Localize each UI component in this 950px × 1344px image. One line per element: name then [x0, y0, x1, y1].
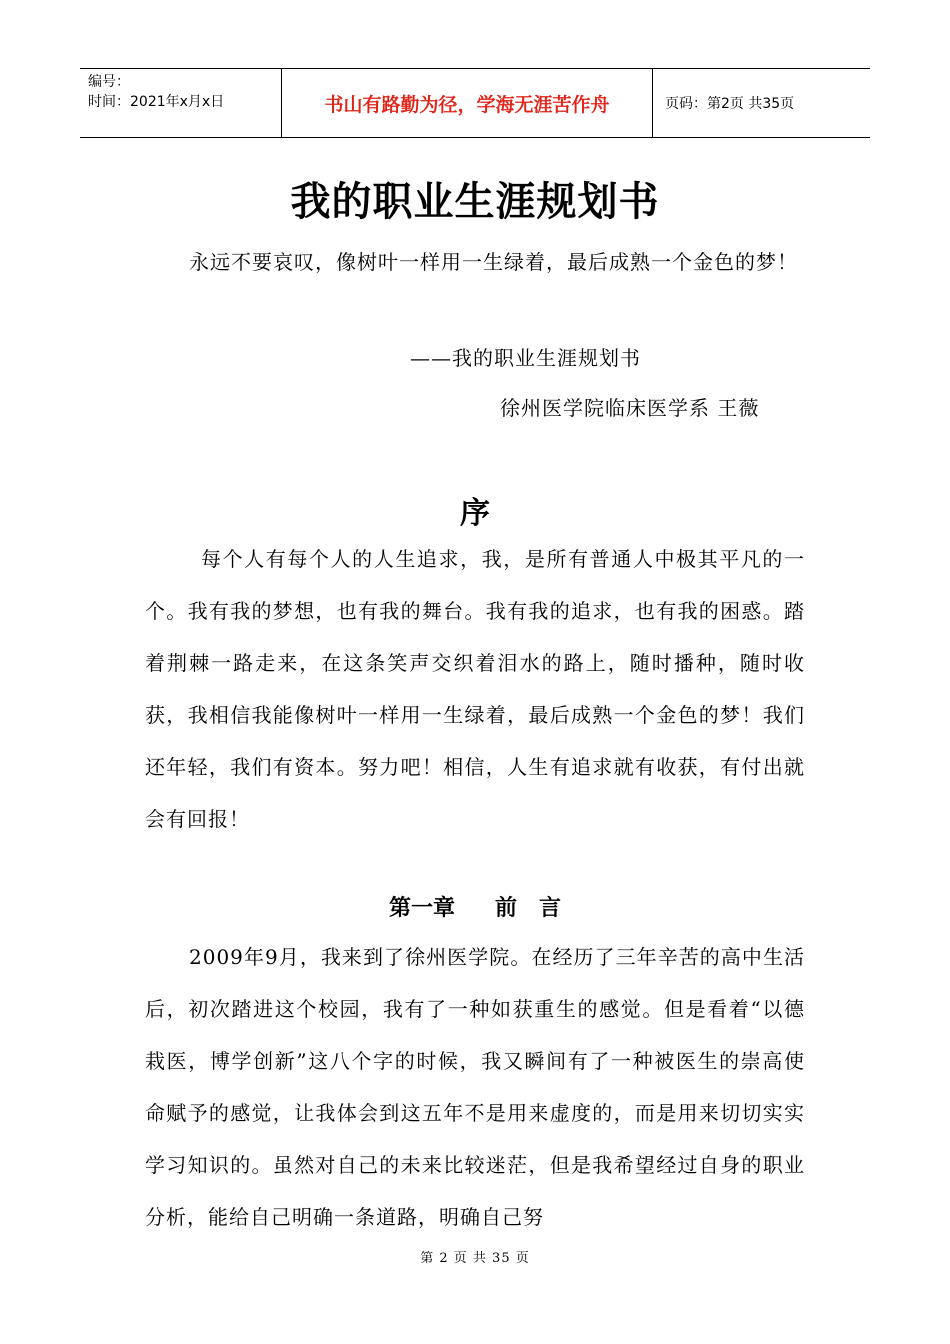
preface-body: 每个人有每个人的人生追求，我，是所有普通人中极其平凡的一个。我有我的梦想，也有我的舞台。我有我的追求，也有我的困惑。踏着荆棘一路走来，在这条笑声交织着泪水的路上，随时播种，随时收获，我相信我能像树叶一样用一生绿着，最后成熟一个金色的梦！我们还年轻，我们有资本。努力吧！相信，人生有追求就有收获，有付出就会有回报！ — [145, 547, 805, 831]
opening-quote: 永远不要哀叹，像树叶一样用一生绿着，最后成熟一个金色的梦！ — [189, 250, 798, 274]
quote-attribution: ——我的职业生涯规划书 — [410, 346, 641, 370]
chapter1-title-char1: 前 — [494, 896, 517, 921]
header-page-info: 页码：第2页 共35页 — [665, 96, 795, 112]
chapter1-title-char2: 言 — [539, 896, 562, 921]
chapter1-number: 第一章 — [388, 896, 455, 921]
page-footer: 第 2 页 共 35 页 — [420, 1251, 530, 1266]
document-title: 我的职业生涯规划书 — [290, 179, 660, 225]
header-meta — [80, 69, 281, 137]
preface-heading: 序 — [460, 496, 490, 531]
chapter1-heading — [0, 891, 950, 922]
author-line: 徐州医学院临床医学系 王薇 — [500, 396, 760, 420]
header-motto: 书山有路勤为径，学海无涯苦作舟 — [281, 69, 653, 137]
number-label: 编号： — [88, 74, 130, 90]
document-header — [80, 68, 870, 138]
chapter1-body: 2009年9月，我来到了徐州医学院。在经历了三年辛苦的高中生活后，初次踏进这个校园，我有了一种如获重生的感觉。但是看着“以德栽医，博学创新”这八个字的时候，我又瞬间有了一种被医生的崇高使命赋予的感觉，让我体会到这五年不是用来虚度的，而是用来切切实实学习知识的。虽然对自己的未来比较迷茫，但是我希望经过自身的职业分析，能给自己明确一条道路，明确自己努 — [145, 945, 805, 1229]
date-line: 时间：2021年x月x日 — [88, 94, 225, 110]
